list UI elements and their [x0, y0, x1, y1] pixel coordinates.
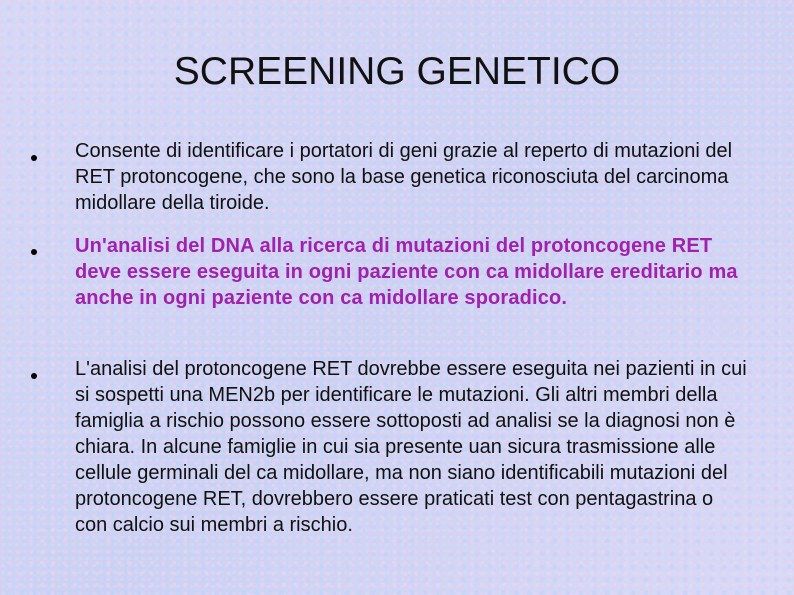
bullet-dot-icon	[31, 373, 37, 379]
bullet-text: Un'analisi del DNA alla ricerca di mutazioni del protoncogene RET deve essere eseguita in ogni paziente con ca midollare ereditario ma anche in ogni paziente con ca midollare sporadico.	[75, 235, 738, 309]
bullet-text: Consente di identificare i portatori di geni grazie al reperto di mutazioni del RET protoncogene, che sono la base genetica riconosciuta del carcinoma midollare della tiroide.	[75, 140, 733, 214]
bullet-text: L'analisi del protoncogene RET dovrebbe essere eseguita nei pazienti in cui si sospetti una MEN2b per identificare le mutazioni. Gli altri membri della famiglia a rischio possono essere sottoposti ad analisi se la diagnosi non è chiara. In alcune famiglie in cui sia presente uan sicura trasmissione alle cellule germinali del ca midollare, ma non siano identificabili mutazioni del protoncogene RET, dovrebbero essere praticati test con pentagastrina o con calcio sui membri a rischio.	[75, 358, 747, 536]
bullet-dot-icon	[31, 249, 37, 255]
slide-title: SCREENING GENETICO	[173, 50, 621, 93]
bullet-dot-icon	[31, 155, 37, 161]
